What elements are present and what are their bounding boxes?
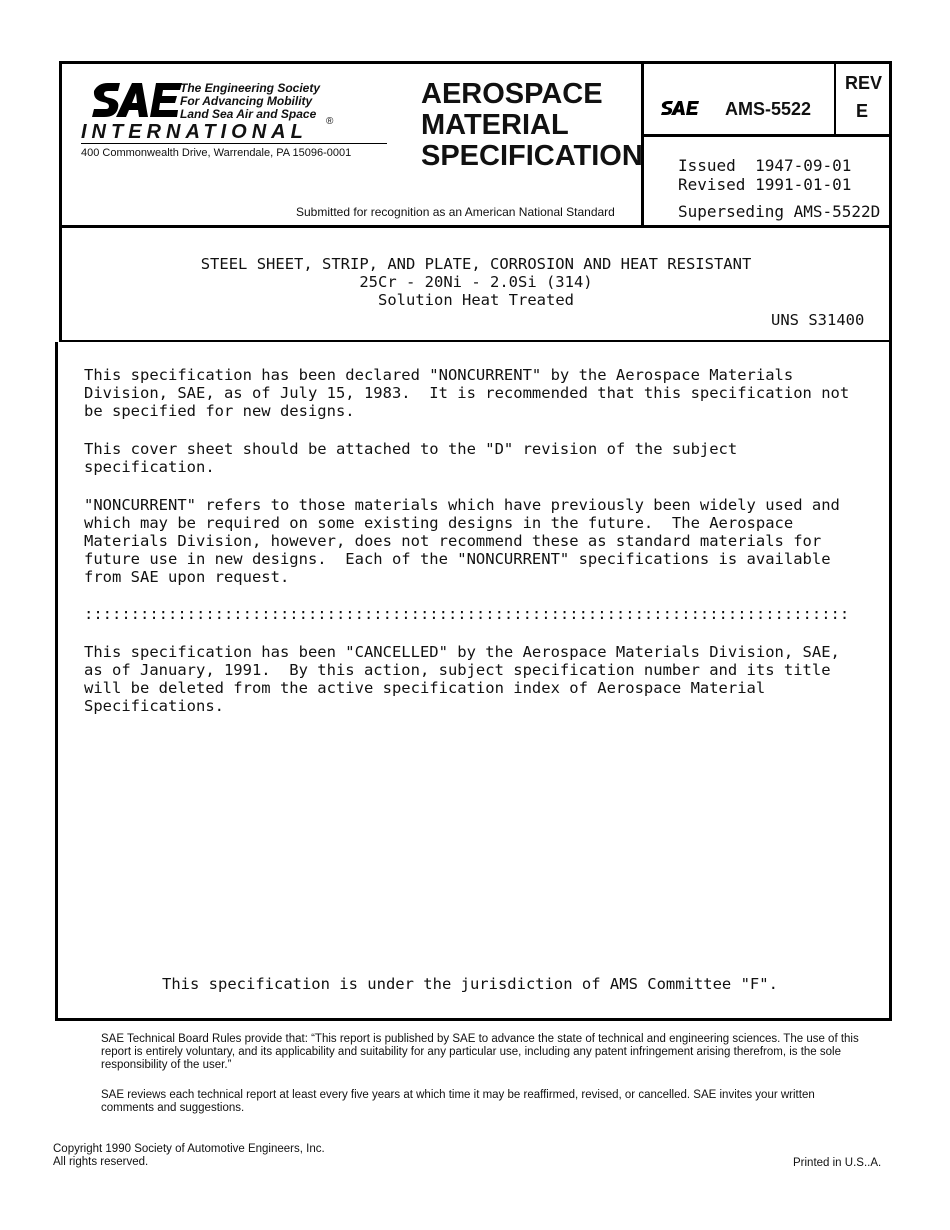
logo-underline bbox=[81, 143, 387, 144]
logo-tagline-2: For Advancing Mobility bbox=[180, 94, 313, 108]
copyright-block bbox=[53, 1143, 325, 1169]
sae-address: 400 Commonwealth Drive, Warrendale, PA 15096-0001 bbox=[81, 147, 352, 159]
separator-line: :::::::::::::::::::::::::::::::::::::::::::::::::::::::::::::::::::::::::::::::::: bbox=[84, 605, 850, 623]
header-rule bbox=[641, 134, 892, 137]
spec-title-line-3: SPECIFICATION bbox=[421, 140, 643, 172]
spec-title-line-2: MATERIAL bbox=[421, 109, 569, 141]
uns-number: UNS S31400 bbox=[771, 311, 865, 329]
issued-date: Issued 1947-09-01 bbox=[678, 156, 852, 175]
document-number: AMS-5522 bbox=[725, 99, 812, 119]
review-note: SAE reviews each technical report at least every five years at which time it may be reaffirmed, revised, or cancelled. SAE invites your written comments and suggestions. bbox=[101, 1089, 815, 1114]
spec-title-line-1: AEROSPACE bbox=[421, 78, 603, 110]
rev-divider bbox=[834, 61, 836, 134]
noncurrent-definition: "NONCURRENT" refers to those materials which have previously been widely used and which may be required on some existing designs in the future. The Aerospace Materials Division, however, does not recommend these as standard materials for future use in new designs. Each of the "NONCURRENT" specifications is available from SAE upon request. bbox=[84, 496, 840, 586]
superseding-note: Superseding AMS-5522D bbox=[678, 202, 881, 221]
rev-label: REV bbox=[845, 73, 883, 93]
logo-tagline-1: The Engineering Society bbox=[180, 81, 321, 95]
material-title-line-3: Solution Heat Treated bbox=[378, 291, 574, 309]
logo-international: INTERNATIONAL bbox=[81, 121, 308, 143]
rev-value: E bbox=[856, 101, 869, 121]
copyright-line: Copyright 1990 Society of Automotive Engineers, Inc. bbox=[53, 1143, 325, 1155]
sae-logo-mark bbox=[92, 81, 182, 119]
cancellation-notice: This specification has been "CANCELLED" by the Aerospace Materials Division, SAE, as of January, 1991. By this action, subject specification number and its title will be deleted from the active specification index of Aerospace Material Specifications. bbox=[84, 643, 840, 715]
rights-line: All rights reserved. bbox=[53, 1156, 149, 1168]
logo-tagline-3: Land Sea Air and Space bbox=[180, 107, 317, 121]
noncurrent-declaration: This specification has been declared "NONCURRENT" by the Aerospace Materials Division, SAE, as of July 15, 1983. It is recommended that this specification not be specified for new designs. bbox=[84, 366, 850, 420]
registered-mark: ® bbox=[326, 116, 334, 127]
material-title-line-1: STEEL SHEET, STRIP, AND PLATE, CORROSION AND HEAT RESISTANT bbox=[200, 255, 752, 273]
jurisdiction-note: This specification is under the jurisdiction of AMS Committee "F". bbox=[162, 975, 778, 993]
board-rules-note: SAE Technical Board Rules provide that: “This report is published by SAE to advance the state of technical and engineering sciences. The use of this report is entirely voluntary, and its applicability and suitability for any particular use, including any patent infringement arising therefrom, is the sole responsibility of the user.” bbox=[101, 1033, 859, 1071]
revised-date: Revised 1991-01-01 bbox=[678, 175, 852, 194]
submitted-note: Submitted for recognition as an American National Standard bbox=[296, 205, 615, 219]
sae-small-logo bbox=[661, 100, 699, 116]
material-title-line-2: 25Cr - 20Ni - 2.0Si (314) bbox=[359, 273, 593, 291]
printed-in-note: Printed in U.S..A. bbox=[793, 1157, 882, 1169]
cover-sheet-note: This cover sheet should be attached to the "D" revision of the subject specification. bbox=[84, 440, 738, 476]
